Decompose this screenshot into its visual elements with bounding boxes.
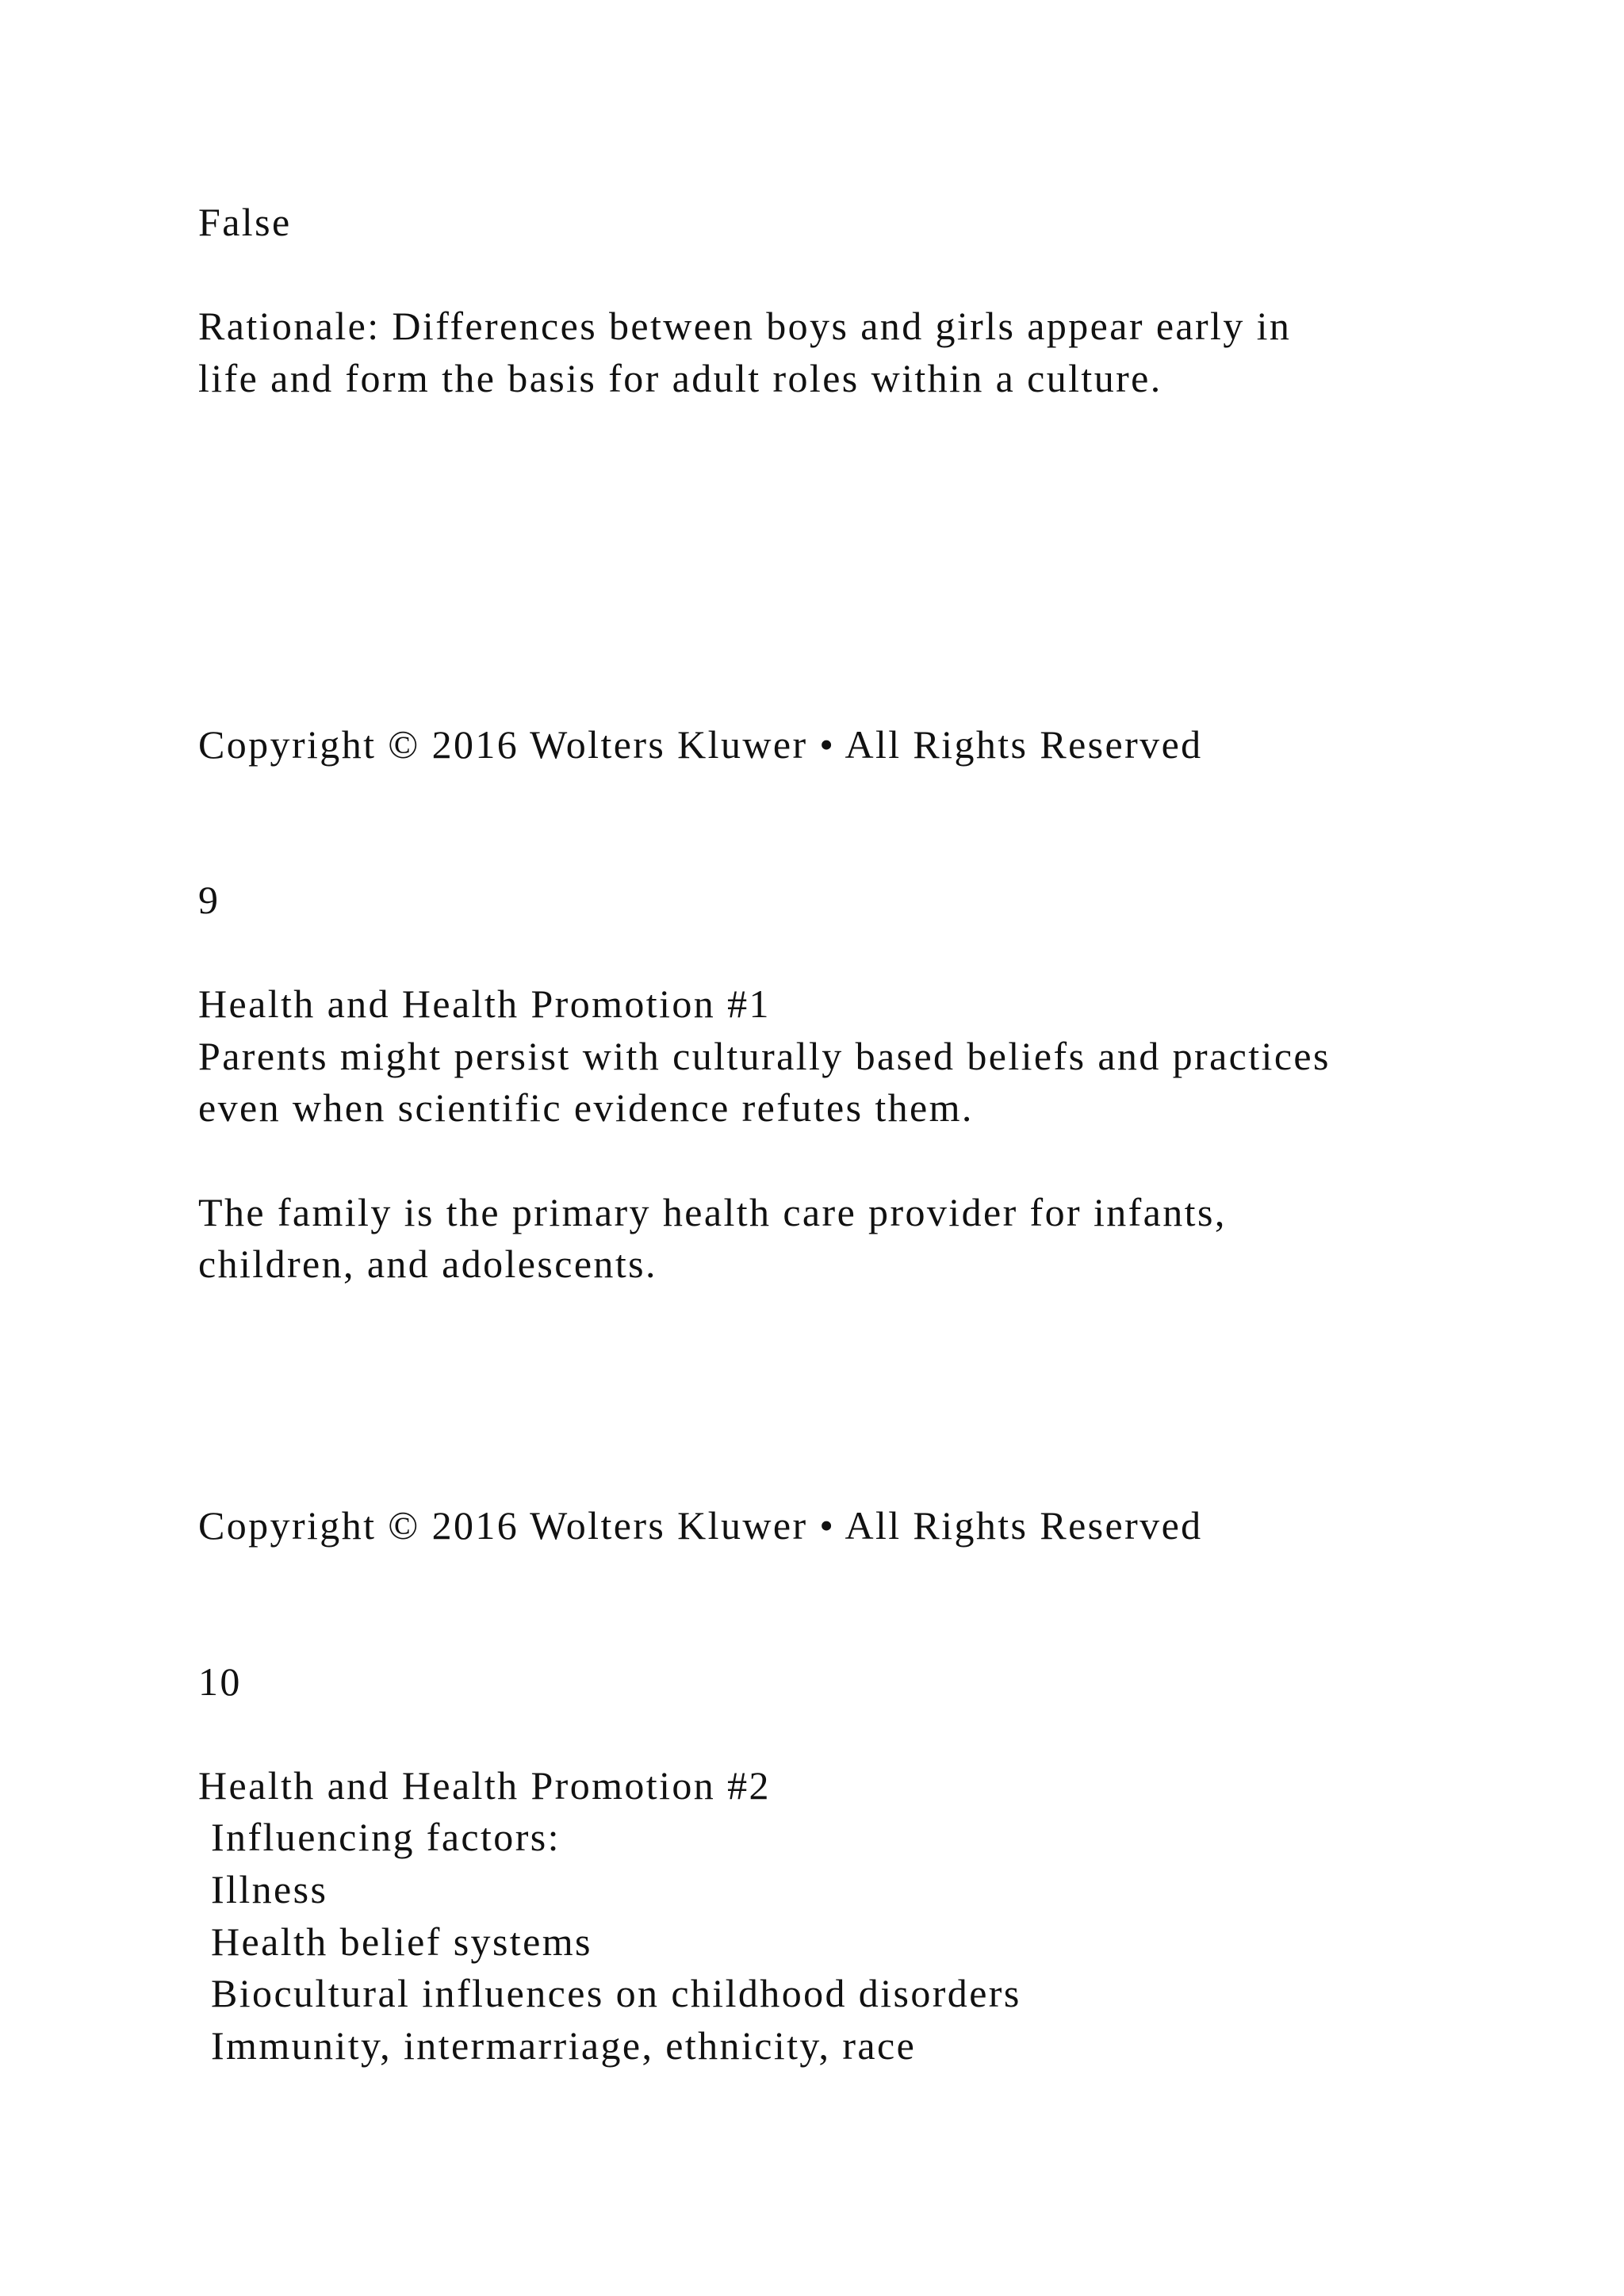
list-item: Immunity, intermarriage, ethnicity, race bbox=[211, 2023, 917, 2068]
paragraph-line: The family is the primary health care provider for infants, bbox=[198, 1190, 1227, 1234]
slide-title: Health and Health Promotion #2 bbox=[198, 1763, 771, 1808]
list-item: Biocultural influences on childhood disorders bbox=[211, 1971, 1021, 2015]
slide-number: 9 bbox=[198, 878, 220, 922]
slide-title: Health and Health Promotion #1 bbox=[198, 982, 771, 1026]
answer-text: False bbox=[198, 200, 292, 244]
copyright-notice: Copyright © 2016 Wolters Kluwer • All Rights Reserved bbox=[198, 1503, 1203, 1548]
list-item: Health belief systems bbox=[211, 1919, 592, 1964]
copyright-notice: Copyright © 2016 Wolters Kluwer • All Rights Reserved bbox=[198, 722, 1203, 767]
paragraph-line: Parents might persist with culturally based beliefs and practices bbox=[198, 1034, 1331, 1078]
list-item: Illness bbox=[211, 1867, 328, 1911]
rationale-line-1: Rationale: Differences between boys and girls appear early in bbox=[198, 304, 1292, 348]
rationale-line-2: life and form the basis for adult roles within a culture. bbox=[198, 356, 1162, 400]
paragraph-line: even when scientific evidence refutes them. bbox=[198, 1085, 974, 1130]
slide-number: 10 bbox=[198, 1659, 242, 1704]
list-intro: Influencing factors: bbox=[211, 1815, 561, 1859]
paragraph-line: children, and adolescents. bbox=[198, 1242, 657, 1286]
